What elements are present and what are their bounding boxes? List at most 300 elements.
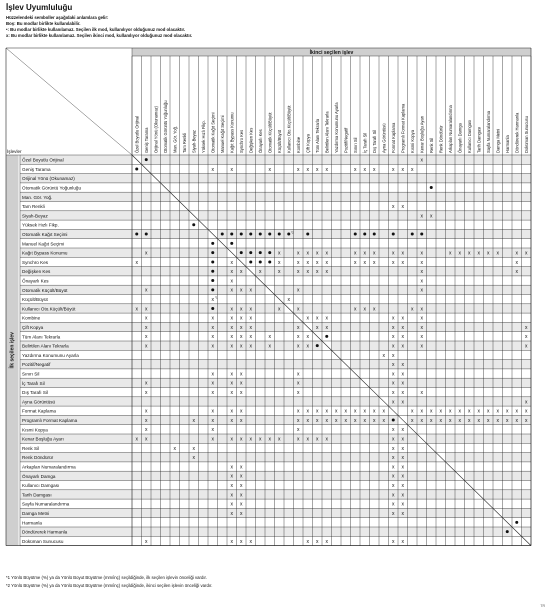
cross-mark: x bbox=[420, 324, 423, 331]
cross-mark: x bbox=[411, 166, 414, 173]
cross-mark: x bbox=[230, 269, 233, 276]
cross-mark: x bbox=[401, 445, 404, 452]
cross-mark: x bbox=[411, 306, 414, 313]
column-label: Format Kaplama bbox=[391, 122, 397, 153]
cross-mark: x bbox=[316, 436, 319, 443]
row-label: Kullanıcı Oto.Küçült/Büyüt bbox=[22, 306, 76, 312]
cross-mark: x bbox=[392, 427, 395, 434]
cross-mark: x bbox=[145, 417, 148, 424]
cross-mark: x bbox=[316, 269, 319, 276]
cross-mark: x bbox=[145, 408, 148, 415]
dot-mark bbox=[192, 223, 195, 226]
corner-label: İşlevler bbox=[7, 149, 22, 154]
cross-mark: x bbox=[373, 166, 376, 173]
cross-mark: x bbox=[392, 473, 395, 480]
row-label: Otomatik Görüntü Yoğunluğu bbox=[22, 185, 81, 191]
row-label: Tüm Alanı Tekrarla bbox=[22, 334, 61, 340]
cross-mark: x bbox=[230, 287, 233, 294]
cross-mark: x bbox=[297, 389, 300, 396]
dot-mark bbox=[268, 233, 271, 236]
column-label: Önayarlı Damga bbox=[457, 123, 463, 153]
cross-mark: x bbox=[230, 417, 233, 424]
column-label: Yazdırma Konumunu Ayarla bbox=[334, 102, 340, 153]
cross-mark: x bbox=[420, 417, 423, 424]
cross-mark: x bbox=[240, 389, 243, 396]
cross-mark: x bbox=[401, 324, 404, 331]
cross-mark: x bbox=[325, 538, 328, 545]
cross-mark: x bbox=[420, 343, 423, 350]
cross-mark: x bbox=[297, 287, 300, 294]
table-row bbox=[20, 388, 531, 397]
cross-mark: x bbox=[306, 259, 309, 266]
cross-mark: x bbox=[240, 501, 243, 508]
cross-mark: x bbox=[335, 417, 338, 424]
row-label: Küçült/Büyüt bbox=[22, 297, 48, 303]
cross-mark: x bbox=[297, 306, 300, 313]
first-function-header: İlk seçilen işlev bbox=[9, 332, 16, 369]
cross-mark: x bbox=[240, 343, 243, 350]
cross-mark: x bbox=[145, 315, 148, 322]
cross-mark: x bbox=[211, 296, 214, 303]
legend-cross: x: Bu modlar birlikte kullanılamaz. Seçilen ikinci mod, kullanılıyor olduğunuz mod olacaktır. bbox=[6, 33, 193, 38]
cross-mark: x bbox=[230, 259, 233, 266]
row-label: Arkaplan Numaralandırma bbox=[22, 464, 76, 470]
column-label: Pozitif/Negatif bbox=[343, 127, 349, 153]
dot-mark bbox=[259, 251, 262, 254]
cross-mark: x bbox=[230, 306, 233, 313]
cross-mark: x bbox=[382, 352, 385, 359]
cross-mark: x bbox=[401, 380, 404, 387]
table-row bbox=[20, 425, 531, 434]
column-label: Sınırı Sil bbox=[353, 137, 359, 153]
cross-mark: x bbox=[325, 324, 328, 331]
column-label: Orijinal Yönü (Okunamaz) bbox=[153, 105, 159, 153]
dot-mark bbox=[211, 307, 214, 310]
cross-mark: x bbox=[392, 259, 395, 266]
column-label: Doküman Sunucusu bbox=[524, 116, 530, 153]
cross-mark: x bbox=[230, 538, 233, 545]
cross-mark: x bbox=[392, 501, 395, 508]
table-row bbox=[20, 164, 531, 173]
cross-mark: x bbox=[211, 166, 214, 173]
cross-mark: x bbox=[249, 287, 252, 294]
cross-mark: x bbox=[420, 259, 423, 266]
row-label: Manuel Kağıt Seçimi bbox=[22, 241, 65, 247]
table-row bbox=[20, 490, 531, 499]
cross-mark: x bbox=[230, 510, 233, 517]
column-label: Yüksek Hızlı Fikp. bbox=[201, 120, 207, 153]
cross-mark: x bbox=[240, 324, 243, 331]
cross-mark: x bbox=[363, 259, 366, 266]
cross-mark: x bbox=[135, 436, 138, 443]
cross-mark: x bbox=[401, 492, 404, 499]
column-label: Manuel Kağıt Seçimi bbox=[220, 115, 226, 153]
cross-mark: x bbox=[240, 380, 243, 387]
cross-mark: x bbox=[401, 436, 404, 443]
table-row bbox=[20, 536, 531, 545]
cross-mark: x bbox=[211, 343, 214, 350]
cross-mark: x bbox=[249, 343, 252, 350]
cross-mark: x bbox=[230, 464, 233, 471]
cross-mark: x bbox=[211, 389, 214, 396]
cross-mark: x bbox=[230, 324, 233, 331]
page-reference: TR bbox=[540, 604, 545, 608]
cross-mark: x bbox=[411, 417, 414, 424]
table-row bbox=[20, 471, 531, 480]
cross-mark: x bbox=[325, 417, 328, 424]
cross-mark: x bbox=[240, 334, 243, 341]
dot-mark bbox=[259, 260, 262, 263]
dot-mark bbox=[420, 233, 423, 236]
cross-mark: x bbox=[420, 157, 423, 164]
column-label: Belirtilen Alanı Tekrarla bbox=[324, 111, 330, 153]
table-row bbox=[20, 527, 531, 536]
cross-mark: x bbox=[145, 380, 148, 387]
cross-mark: x bbox=[240, 436, 243, 443]
cross-mark: x bbox=[240, 287, 243, 294]
cross-mark: x bbox=[525, 417, 528, 424]
cross-mark: x bbox=[230, 380, 233, 387]
table-row bbox=[20, 267, 531, 276]
column-label: Otomatik Küçült/Büyüt bbox=[267, 112, 273, 153]
dot-mark bbox=[306, 233, 309, 236]
dot-mark bbox=[249, 251, 252, 254]
footnote-1: *1 Yönlü Büyütme (%) ya da Yönlü Boyut Büyütme (mm/inç) seçildiğinde, ilk seçilen işlevin önceliği vardır. bbox=[6, 575, 207, 580]
cross-mark: x bbox=[316, 259, 319, 266]
cross-mark: x bbox=[354, 250, 357, 257]
column-label: Otomatik Kağıt Seçimi bbox=[210, 112, 216, 153]
cross-mark: x bbox=[135, 259, 138, 266]
cross-mark: x bbox=[135, 306, 138, 313]
cross-mark: x bbox=[496, 250, 499, 257]
cross-mark: x bbox=[240, 492, 243, 499]
table-row bbox=[20, 183, 531, 192]
column-label: Çift Kopya bbox=[305, 134, 311, 153]
row-label: Geniş Tarama bbox=[22, 166, 51, 172]
cross-mark: x bbox=[515, 250, 518, 257]
row-label: Tam Renkli bbox=[22, 204, 45, 210]
cross-mark: x bbox=[401, 501, 404, 508]
cross-mark: x bbox=[401, 250, 404, 257]
footnote-marker: *1 bbox=[214, 295, 218, 300]
cross-mark: x bbox=[230, 473, 233, 480]
dot-mark bbox=[249, 233, 252, 236]
row-label: Doküman Sunucusu bbox=[22, 538, 64, 544]
table-row bbox=[20, 276, 531, 285]
column-label: Önayarlı Kes bbox=[258, 129, 264, 153]
cross-mark: x bbox=[211, 427, 214, 434]
cross-mark: x bbox=[430, 417, 433, 424]
cross-mark: x bbox=[468, 417, 471, 424]
dot-mark bbox=[145, 233, 148, 236]
cross-mark: x bbox=[449, 417, 452, 424]
cross-mark: x bbox=[173, 445, 176, 452]
cross-mark: x bbox=[211, 334, 214, 341]
cross-mark: x bbox=[420, 306, 423, 313]
cross-mark: x bbox=[392, 445, 395, 452]
cross-mark: x bbox=[145, 306, 148, 313]
cross-mark: x bbox=[306, 166, 309, 173]
cross-mark: x bbox=[449, 408, 452, 415]
cross-mark: x bbox=[392, 362, 395, 369]
cross-mark: x bbox=[249, 436, 252, 443]
cross-mark: x bbox=[392, 315, 395, 322]
cross-mark: x bbox=[211, 324, 214, 331]
table-row bbox=[20, 285, 531, 294]
cross-mark: x bbox=[401, 389, 404, 396]
row-label: Kullanıcı Damgası bbox=[22, 483, 60, 489]
dot-mark bbox=[506, 530, 509, 533]
column-label: Kombine bbox=[296, 136, 302, 153]
cross-mark: x bbox=[306, 315, 309, 322]
cross-mark: x bbox=[297, 166, 300, 173]
row-label: Kenar Boşluğu Ayarı bbox=[22, 436, 64, 442]
table-row bbox=[20, 453, 531, 462]
row-label: Özel Boyutlu Orijinal bbox=[22, 157, 64, 163]
cross-mark: x bbox=[477, 408, 480, 415]
cross-mark: x bbox=[496, 408, 499, 415]
cross-mark: x bbox=[316, 408, 319, 415]
cross-mark: x bbox=[392, 352, 395, 359]
row-label: Sınırı Sil bbox=[22, 371, 40, 377]
cross-mark: x bbox=[325, 408, 328, 415]
cross-mark: x bbox=[411, 408, 414, 415]
cross-mark: x bbox=[211, 436, 214, 443]
cross-mark: x bbox=[145, 287, 148, 294]
table-row bbox=[20, 202, 531, 211]
column-label: Geniş Tarama bbox=[144, 127, 150, 153]
cross-mark: x bbox=[392, 380, 395, 387]
cross-mark: x bbox=[401, 510, 404, 517]
cross-mark: x bbox=[211, 315, 214, 322]
cross-mark: x bbox=[325, 259, 328, 266]
cross-mark: x bbox=[325, 436, 328, 443]
cross-mark: x bbox=[145, 389, 148, 396]
legend-heading: Hüzzelendeki semboller aşağıdaki anlamlara gelir: bbox=[6, 15, 109, 20]
cross-mark: x bbox=[420, 269, 423, 276]
column-label: Synchro Kes bbox=[239, 129, 245, 153]
cross-mark: x bbox=[240, 464, 243, 471]
row-label: Yazdırma Konumunu Ayarla bbox=[22, 352, 79, 358]
cross-mark: x bbox=[297, 408, 300, 415]
row-label: Döndürerek Harmanla bbox=[22, 529, 68, 535]
cross-mark: x bbox=[458, 408, 461, 415]
footnote-marker: *2 bbox=[290, 230, 294, 235]
cross-mark: x bbox=[392, 399, 395, 406]
dot-mark bbox=[240, 251, 243, 254]
cross-mark: x bbox=[325, 250, 328, 257]
cross-mark: x bbox=[240, 408, 243, 415]
table-row bbox=[20, 518, 531, 527]
cross-mark: x bbox=[230, 343, 233, 350]
cross-mark: x bbox=[297, 250, 300, 257]
table-row bbox=[20, 360, 531, 369]
cross-mark: x bbox=[230, 278, 233, 285]
column-label: Ayna Görüntüsü bbox=[381, 123, 387, 153]
cross-mark: x bbox=[192, 455, 195, 462]
column-label: Damga Metni bbox=[495, 128, 501, 153]
dot-mark bbox=[240, 233, 243, 236]
dot-mark bbox=[211, 251, 214, 254]
row-label: Kombine bbox=[22, 315, 41, 321]
row-label: Format Kaplama bbox=[22, 408, 56, 414]
dot-mark bbox=[211, 242, 214, 245]
legend-dot: •: Bu modlar birlikte kullanılamaz. Seçilen ilk mod, kullanılıyor olduğunuz mod olacaktır. bbox=[6, 27, 186, 32]
cross-mark: x bbox=[420, 408, 423, 415]
row-label: Otomatik Küçült/Büyüt bbox=[22, 287, 68, 293]
column-label: Küçült/Büyüt bbox=[277, 130, 283, 153]
cross-mark: x bbox=[145, 427, 148, 434]
cross-mark: x bbox=[373, 250, 376, 257]
cross-mark: x bbox=[354, 408, 357, 415]
cross-mark: x bbox=[278, 436, 281, 443]
row-label: Harmanla bbox=[22, 520, 42, 526]
dot-mark bbox=[325, 335, 328, 338]
row-label: Damga Metni bbox=[22, 511, 50, 516]
row-label: Man. Gör. Yoğ. bbox=[22, 194, 53, 200]
table-row bbox=[20, 174, 531, 183]
row-label: Renk Döndürür bbox=[22, 455, 54, 461]
cross-mark: x bbox=[354, 259, 357, 266]
cross-mark: x bbox=[230, 334, 233, 341]
dot-mark bbox=[135, 233, 138, 236]
cross-mark: x bbox=[401, 166, 404, 173]
cross-mark: x bbox=[401, 362, 404, 369]
cross-mark: x bbox=[211, 371, 214, 378]
cross-mark: x bbox=[420, 389, 423, 396]
dot-mark bbox=[430, 186, 433, 189]
cross-mark: x bbox=[230, 408, 233, 415]
cross-mark: x bbox=[145, 436, 148, 443]
cross-mark: x bbox=[525, 250, 528, 257]
cross-mark: x bbox=[259, 269, 262, 276]
cross-mark: x bbox=[515, 417, 518, 424]
cross-mark: x bbox=[230, 389, 233, 396]
cross-mark: x bbox=[487, 417, 490, 424]
table-row bbox=[20, 406, 531, 415]
dot-mark bbox=[230, 233, 233, 236]
cross-mark: x bbox=[401, 399, 404, 406]
dot-mark bbox=[268, 251, 271, 254]
cross-mark: x bbox=[297, 324, 300, 331]
cross-mark: x bbox=[392, 334, 395, 341]
cross-mark: x bbox=[515, 269, 518, 276]
cross-mark: x bbox=[525, 399, 528, 406]
cross-mark: x bbox=[392, 343, 395, 350]
cross-mark: x bbox=[249, 306, 252, 313]
dot-mark bbox=[354, 233, 357, 236]
cross-mark: x bbox=[373, 259, 376, 266]
cross-mark: x bbox=[477, 250, 480, 257]
dot-mark bbox=[145, 158, 148, 161]
cross-mark: x bbox=[401, 371, 404, 378]
cross-mark: x bbox=[306, 250, 309, 257]
cross-mark: x bbox=[230, 436, 233, 443]
cross-mark: x bbox=[392, 455, 395, 462]
column-label: Değişken Kes bbox=[248, 127, 254, 153]
table-row bbox=[20, 369, 531, 378]
table-row bbox=[20, 239, 531, 248]
table-row bbox=[20, 229, 531, 238]
cross-mark: x bbox=[506, 417, 509, 424]
row-label: Ayna Görüntüsü bbox=[22, 399, 56, 405]
cross-mark: x bbox=[249, 315, 252, 322]
column-label: Tam Renkli bbox=[182, 132, 188, 153]
cross-mark: x bbox=[240, 306, 243, 313]
cross-mark: x bbox=[392, 250, 395, 257]
cross-mark: x bbox=[363, 306, 366, 313]
cross-mark: x bbox=[401, 473, 404, 480]
cross-mark: x bbox=[468, 250, 471, 257]
cross-mark: x bbox=[268, 166, 271, 173]
column-label: Kenar Boşluğu Ayarı bbox=[419, 115, 425, 153]
dot-mark bbox=[392, 419, 395, 422]
cross-mark: x bbox=[240, 482, 243, 489]
cross-mark: x bbox=[496, 417, 499, 424]
cross-mark: x bbox=[382, 417, 385, 424]
cross-mark: x bbox=[468, 408, 471, 415]
table-row bbox=[20, 415, 531, 424]
column-label: Kısmi Kopya bbox=[410, 130, 416, 153]
cross-mark: x bbox=[477, 417, 480, 424]
cross-mark: x bbox=[363, 250, 366, 257]
cross-mark: x bbox=[458, 250, 461, 257]
table-row bbox=[20, 192, 531, 201]
cross-mark: x bbox=[354, 306, 357, 313]
cross-mark: x bbox=[525, 408, 528, 415]
cross-mark: x bbox=[268, 436, 271, 443]
row-label: Önayarlı Damga bbox=[22, 473, 56, 479]
cross-mark: x bbox=[506, 408, 509, 415]
cross-mark: x bbox=[392, 464, 395, 471]
column-label: Özel Boyutlu Orijinal bbox=[134, 115, 140, 153]
column-label: Harmanla bbox=[505, 135, 511, 153]
cross-mark: x bbox=[392, 371, 395, 378]
table-row bbox=[20, 257, 531, 266]
cross-mark: x bbox=[458, 417, 461, 424]
cross-mark: x bbox=[373, 408, 376, 415]
dot-mark bbox=[287, 233, 290, 236]
cross-mark: x bbox=[316, 538, 319, 545]
column-label: İç Tarafı Sil bbox=[362, 132, 368, 153]
column-label: Siyah-Beyaz bbox=[191, 130, 197, 153]
row-label: Yüksek Hızlı Fikp. bbox=[22, 222, 59, 228]
dot-mark bbox=[363, 233, 366, 236]
column-label: Kullanıcı Damgası bbox=[467, 119, 473, 153]
cross-mark: x bbox=[306, 436, 309, 443]
cross-mark: x bbox=[430, 408, 433, 415]
cross-mark: x bbox=[392, 538, 395, 545]
cross-mark: x bbox=[363, 166, 366, 173]
cross-mark: x bbox=[306, 408, 309, 415]
second-function-header: İkinci seçilen işlev bbox=[309, 49, 354, 56]
cross-mark: x bbox=[392, 510, 395, 517]
cross-mark: x bbox=[249, 324, 252, 331]
cross-mark: x bbox=[240, 315, 243, 322]
cross-mark: x bbox=[420, 250, 423, 257]
cross-mark: x bbox=[306, 269, 309, 276]
cross-mark: x bbox=[211, 408, 214, 415]
row-label: Tarih Damgası bbox=[22, 492, 52, 498]
cross-mark: x bbox=[297, 427, 300, 434]
cross-mark: x bbox=[325, 166, 328, 173]
footnote-2: *2 Yönlü Büyütme (%) ya da Yönlü Boyut Büyütme (mm/inç) seçildiğinde, ikinci seçilen işlevin önceliği vardır. bbox=[6, 583, 213, 588]
table-row bbox=[20, 304, 531, 313]
row-label: Çift Kopya bbox=[22, 325, 44, 330]
cross-mark: x bbox=[515, 259, 518, 266]
cross-mark: x bbox=[487, 250, 490, 257]
cross-mark: x bbox=[401, 334, 404, 341]
